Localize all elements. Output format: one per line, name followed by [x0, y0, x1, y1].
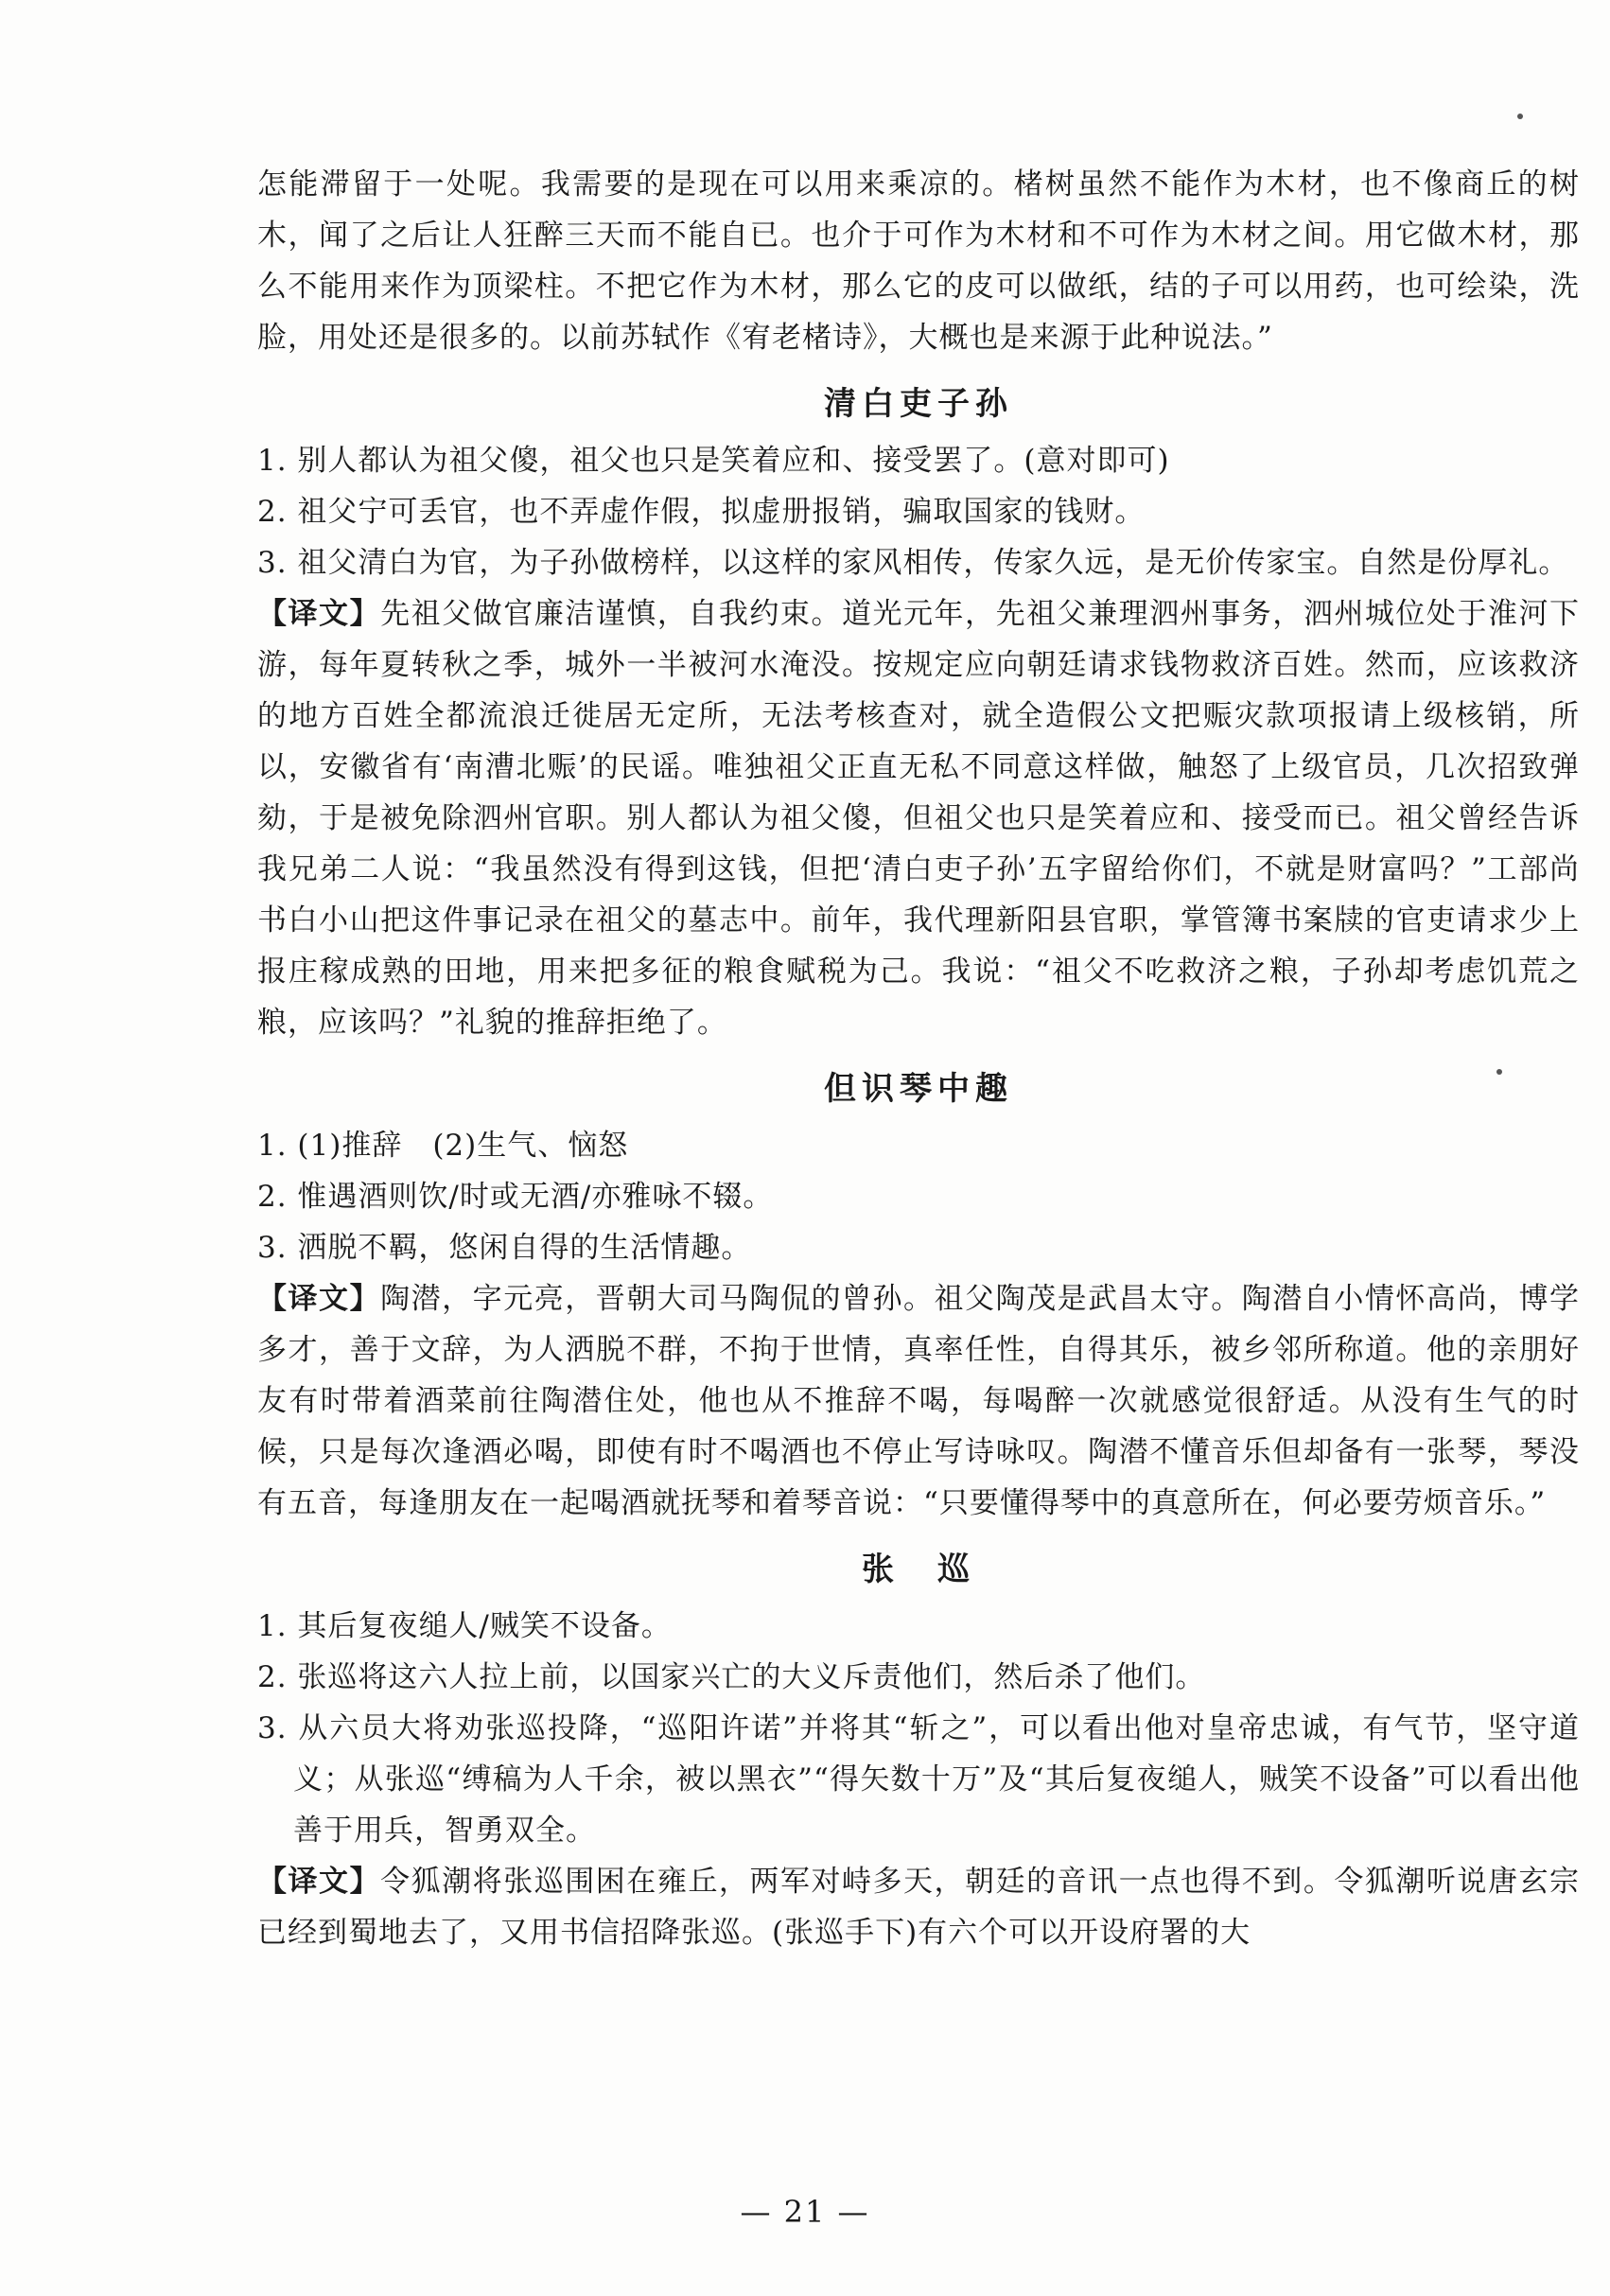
translation-label: 【译文】	[257, 1865, 381, 1899]
answer-item: 1. (1)推辞 (2)生气、恼怒	[257, 1129, 629, 1163]
answer-item: 3. 从六员大将劝张巡投降，“巡阳许诺”并将其“斩之”，可以看出他对皇帝忠诚，有气节，坚守道义；从张巡“缚稿为人千余，被以黑衣”“得矢数十万”及“其后复夜缒人，贼笑不设备”可以看出他善于用兵，智勇双全。	[257, 1711, 1580, 1848]
scan-dot-top-right	[1517, 114, 1523, 119]
translation-label: 【译文】	[257, 597, 381, 631]
translation-paragraph	[257, 1273, 1580, 1529]
answer-item: 2. 张巡将这六人拉上前，以国家兴亡的大义斥责他们，然后杀了他们。	[257, 1660, 1206, 1694]
translation-text: 陶潜，字元亮，晋朝大司马陶侃的曾孙。祖父陶茂是武昌太守。陶潜自小情怀高尚，博学多才，善于文辞，为人洒脱不群，不拘于世情，真率任性，自得其乐，被乡邻所称道。他的亲朋好友有时带着酒菜前往陶潜住处，他也从不推辞不喝，每喝醉一次就感觉很舒适。从没有生气的时候，只是每次逢酒必喝，即使有时不喝酒也不停止写诗咏叹。陶潜不懂音乐但却备有一张琴，琴没有五音，每逢朋友在一起喝酒就抚琴和着琴音说：“只要懂得琴中的真意所在，何必要劳烦音乐。”	[257, 1282, 1581, 1520]
translation-label: 【译文】	[257, 1282, 381, 1316]
section-qingbai	[257, 377, 1580, 1048]
translation-paragraph	[257, 1856, 1580, 1958]
answer-item: 1. 别人都认为祖父傻，祖父也只是笑着应和、接受罢了。(意对即可)	[257, 444, 1170, 478]
translation-text: 先祖父做官廉洁谨慎，自我约束。道光元年，先祖父兼理泗州事务，泗州城位处于淮河下游，每年夏转秋之季，城外一半被河水淹没。按规定应向朝廷请求钱物救济百姓。然而，应该救济的地方百姓全都流浪迁徙居无定所，无法考核查对，就全造假公文把赈灾款项报请上级核销，所以，安徽省有‘南漕北赈’的民谣。唯独祖父正直无私不同意这样做，触怒了上级官员，几次招致弹劾，于是被免除泗州官职。别人都认为祖父傻，但祖父也只是笑着应和、接受而已。祖父曾经告诉我兄弟二人说：“我虽然没有得到这钱，但把‘清白吏子孙’五字留给你们，不就是财富吗？”工部尚书白小山把这件事记录在祖父的墓志中。前年，我代理新阳县官职，掌管簿书案牍的官吏请求少上报庄稼成熟的田地，用来把多征的粮食赋税为己。我说：“祖父不吃救济之粮，子孙却考虑饥荒之粮，应该吗？”礼貌的推辞拒绝了。	[257, 597, 1581, 1040]
section-zhangxun	[257, 1542, 1580, 1958]
answer-item: 3. 祖父清白为官，为子孙做榜样，以这样的家风相传，传家久远，是无价传家宝。自然是份厚礼。	[257, 546, 1569, 580]
translation-paragraph	[257, 588, 1580, 1048]
answer-item: 1. 其后复夜缒人/贼笑不设备。	[257, 1609, 672, 1643]
section-danshi	[257, 1061, 1580, 1529]
section-title: 但识琴中趣	[824, 1070, 1013, 1108]
intro-paragraph: 怎能滞留于一处呢。我需要的是现在可以用来乘凉的。楮树虽然不能作为木材，也不像商丘的树木，闻了之后让人狂醉三天而不能自已。也介于可作为木材和不可作为木材之间。用它做木材，那么不能用来作为顶梁柱。不把它作为木材，那么它的皮可以做纸，结的子可以用药，也可绘染，洗脸，用处还是很多的。以前苏轼作《宥老楮诗》，大概也是来源于此种说法。”	[257, 167, 1580, 355]
main-content	[257, 159, 1580, 1958]
section-title: 张 巡	[862, 1551, 975, 1588]
translation-text: 令狐潮将张巡围困在雍丘，两军对峙多天，朝廷的音讯一点也得不到。令狐潮听说唐玄宗已经到蜀地去了，又用书信招降张巡。(张巡手下)有六个可以开设府署的大	[257, 1865, 1581, 1950]
answer-item: 3. 洒脱不羁，悠闲自得的生活情趣。	[257, 1231, 752, 1265]
answer-item: 2. 惟遇酒则饮/时或无酒/亦雅咏不辍。	[257, 1180, 774, 1214]
section-title: 清白吏子孙	[824, 385, 1013, 423]
page-number: — 21 —	[740, 2194, 870, 2230]
answer-item: 2. 祖父宁可丢官，也不弄虚作假，拟虚册报销，骗取国家的钱财。	[257, 495, 1146, 529]
